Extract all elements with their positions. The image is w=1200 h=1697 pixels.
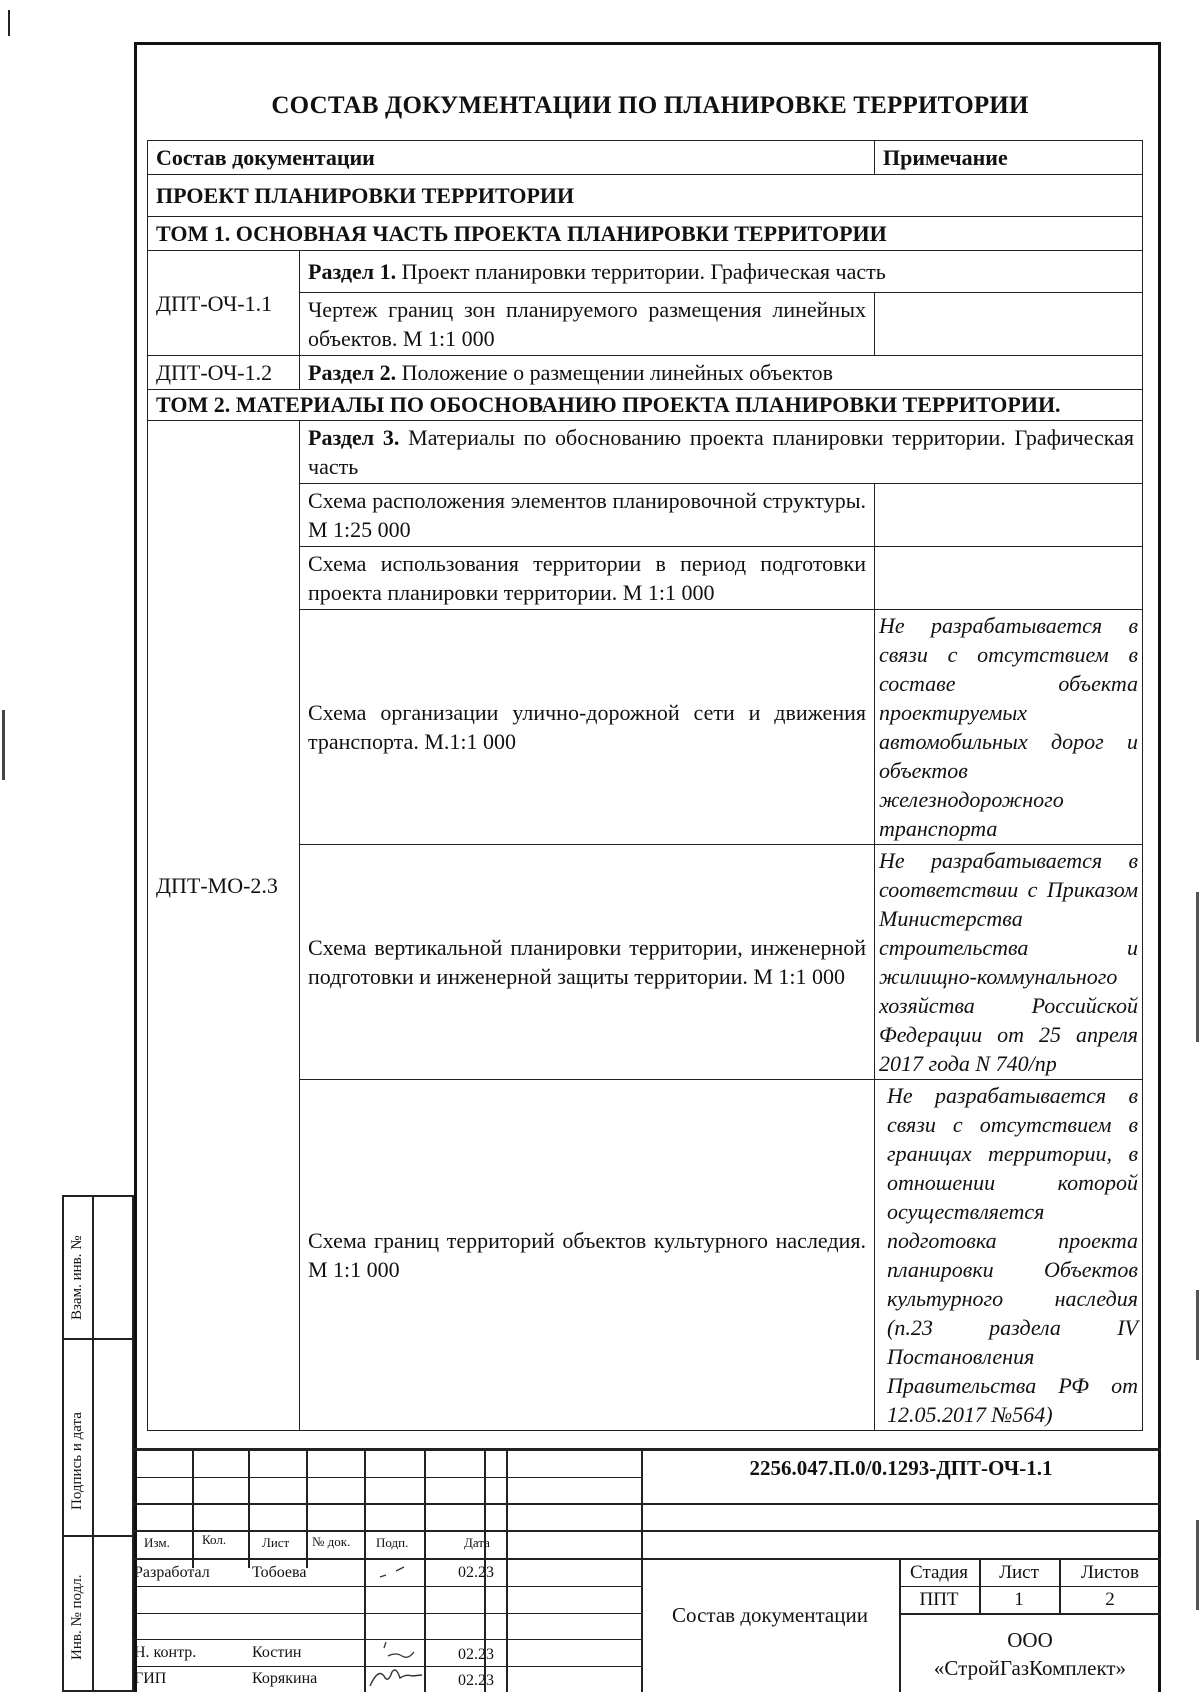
- role-gip: ГИП: [134, 1670, 167, 1687]
- item-cell: Схема использования территории в период подготовки проекта планировки территории. М 1:1 000: [300, 547, 875, 610]
- section-main: ПРОЕКТ ПЛАНИРОВКИ ТЕРРИТОРИИ: [148, 175, 1143, 217]
- vzam-label: Взам. инв. №: [69, 1235, 85, 1320]
- signature-developed: [374, 1563, 414, 1583]
- sheet-label: Лист: [999, 1562, 1039, 1583]
- note-cell: Не разрабатывается в связи с отсутствием в границах территории, в отношении которой осуществляется подготовка проекта планировки Объектов культурного наследия (п.23 раздела IV Постановления Правительства РФ от 12.05.2017 №564): [875, 1080, 1143, 1431]
- code-cell: ДПТ-ОЧ-1.2: [148, 356, 300, 390]
- code-cell: ДПТ-ОЧ-1.1: [148, 251, 300, 356]
- header-podp: Подп.: [376, 1535, 409, 1550]
- page-title: СОСТАВ ДОКУМЕНТАЦИИ ПО ПЛАНИРОВКЕ ТЕРРИТОРИИ: [271, 92, 1029, 119]
- role-norm-control: Н. контр.: [134, 1644, 197, 1661]
- tom1-row: [148, 217, 1143, 251]
- name-norm-control: Костин: [252, 1644, 302, 1661]
- section-text: Проект планировки территории. Графическая часть: [396, 259, 886, 284]
- scan-mark: [2, 710, 5, 780]
- section-cell: [300, 251, 1143, 293]
- item-cell: Чертеж границ зон планируемого размещения линейных объектов. М 1:1 000: [300, 293, 875, 356]
- header-ndok: № док.: [312, 1534, 351, 1549]
- table-row: [148, 356, 1143, 390]
- signature-norm-control: [374, 1638, 424, 1664]
- org-line1: ООО: [1007, 1628, 1053, 1652]
- note-cell: [875, 484, 1143, 547]
- date-gip: 02.23: [458, 1672, 494, 1689]
- org-line2: «СтройГазКомплект»: [933, 1656, 1127, 1680]
- inv-label: Инв. № подл.: [69, 1574, 85, 1660]
- section-cell: [300, 356, 1143, 390]
- header-list: Лист: [262, 1535, 290, 1550]
- section-cell: [300, 421, 1143, 484]
- table-row: [148, 251, 1143, 293]
- table-header-row: [148, 141, 1143, 175]
- tom2-title: ТОМ 2. МАТЕРИАЛЫ ПО ОБОСНОВАНИЮ ПРОЕКТА ПЛАНИРОВКИ ТЕРРИТОРИИ.: [148, 390, 1143, 421]
- header-kol: Кол.: [202, 1532, 227, 1547]
- note-cell: Не разрабатывается в связи с отсутствием в составе объекта проектируемых автомобильных дорог и объектов железнодорожного транспорта: [875, 610, 1143, 845]
- scan-mark: [1196, 1520, 1199, 1610]
- signature-gip: [366, 1662, 426, 1690]
- side-stamp: [62, 1195, 134, 1692]
- item-cell: Схема границ территорий объектов культурного наследия. М 1:1 000: [300, 1080, 875, 1431]
- scan-mark: [1196, 1290, 1199, 1360]
- title-block: [134, 1448, 1161, 1692]
- tom1-title: ТОМ 1. ОСНОВНАЯ ЧАСТЬ ПРОЕКТА ПЛАНИРОВКИ ТЕРРИТОРИИ: [148, 217, 1143, 251]
- section-label: Раздел 1.: [308, 259, 397, 284]
- item-cell: Схема вертикальной планировки территории, инженерной подготовки и инженерной защиты территории. М 1:1 000: [300, 845, 875, 1080]
- header-izm: Изм.: [144, 1535, 170, 1550]
- doc-code: 2256.047.П.0/0.1293-ДПТ-ОЧ-1.1: [749, 1456, 1053, 1480]
- header-note: Примечание: [875, 141, 1143, 175]
- section-main-row: [148, 175, 1143, 217]
- podpis-label: Подпись и дата: [69, 1412, 85, 1510]
- section-text: Положение о размещении линейных объектов: [396, 360, 834, 385]
- side-stamp-values: [92, 1195, 134, 1692]
- role-developed: Разработал: [134, 1564, 210, 1581]
- sheets-value: 2: [1105, 1589, 1115, 1610]
- sheet-value: 1: [1014, 1589, 1024, 1610]
- note-cell: Не разрабатывается в соответствии с Приказом Министерства строительства и жилищно-коммунального хозяйства Российской Федерации от 25 апреля 2017 года N 740/пр: [875, 845, 1143, 1080]
- name-gip: Корякина: [252, 1670, 318, 1687]
- doc-name: Состав документации: [672, 1603, 868, 1627]
- scan-mark: [8, 10, 10, 36]
- section-label: Раздел 2.: [308, 360, 397, 385]
- header-data: Дата: [464, 1535, 490, 1550]
- item-cell: Схема организации улично-дорожной сети и движения транспорта. М.1:1 000: [300, 610, 875, 845]
- name-developed: Тобоева: [252, 1564, 307, 1581]
- stage-label: Стадия: [910, 1562, 968, 1583]
- section-label: Раздел 3.: [308, 425, 400, 450]
- documentation-table: [147, 140, 1143, 1431]
- note-cell: [875, 547, 1143, 610]
- stage-value: ППТ: [919, 1589, 959, 1610]
- item-cell: Схема расположения элементов планировочной структуры. М 1:25 000: [300, 484, 875, 547]
- section-text: Материалы по обоснованию проекта планировки территории. Графическая часть: [308, 425, 1134, 479]
- sheets-label: Листов: [1080, 1562, 1139, 1583]
- scan-mark: [1196, 892, 1199, 1042]
- code-cell: ДПТ-МО-2.3: [148, 421, 300, 1431]
- header-composition: Состав документации: [148, 141, 875, 175]
- note-cell: [875, 293, 1143, 356]
- table-row: [148, 421, 1143, 484]
- date-developed: 02.23: [458, 1564, 494, 1581]
- tom2-row: [148, 390, 1143, 421]
- date-norm-control: 02.23: [458, 1646, 494, 1663]
- side-divider: [62, 1338, 134, 1340]
- side-divider: [62, 1535, 134, 1537]
